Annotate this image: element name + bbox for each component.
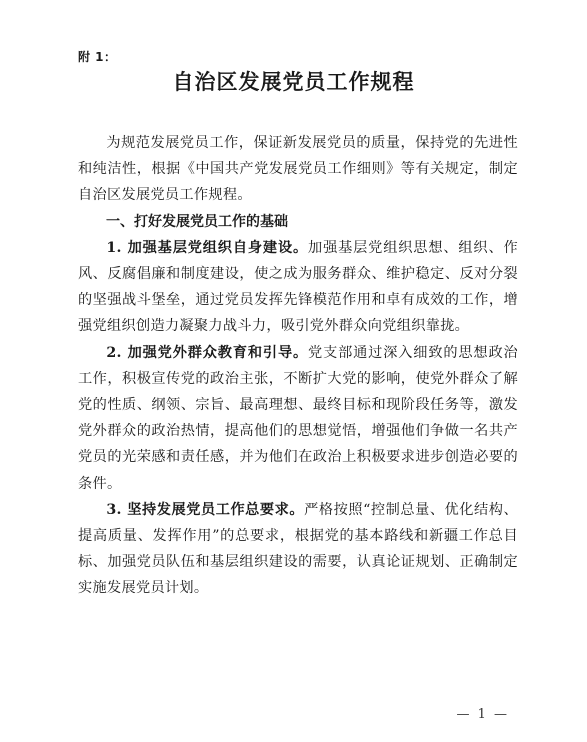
list-item bbox=[78, 497, 518, 602]
document-body bbox=[78, 128, 518, 602]
item-text: 严格按照“控制总量、优化结构、提高质量、发挥作用”的总要求，根据党的基本路线和新疆工作总目标、加强党员队伍和基层组织建设的需要，认真论证规划、正确制定实施发展党员计划。 bbox=[78, 501, 518, 597]
list-item bbox=[78, 235, 518, 340]
intro-paragraph: 为规范发展党员工作，保证新发展党员的质量，保持党的先进性和纯洁性，根据《中国共产党发展党员工作细则》等有关规定，制定自治区发展党员工作规程。 bbox=[78, 135, 518, 204]
document-title: 自治区发展党员工作规程 bbox=[172, 70, 415, 94]
attachment-label: 附 1： bbox=[78, 50, 117, 64]
section-heading: 一、打好发展党员工作的基础 bbox=[106, 213, 288, 230]
item-lead: 1. 加强基层党组织自身建设。 bbox=[106, 239, 309, 256]
item-lead: 2. 加强党外群众教育和引导。 bbox=[106, 344, 309, 361]
item-text: 加强基层党组织思想、组织、作风、反腐倡廉和制度建设，使之成为服务群众、维护稳定、反对分裂的坚强战斗堡垒，通过党员发挥先锋模范作用和卓有成效的工作，增强党组织创造力凝聚力战斗力，吸引党外群众向党组织靠拢。 bbox=[78, 239, 518, 335]
item-text: 党支部通过深入细致的思想政治工作，积极宣传党的政治主张，不断扩大党的影响，使党外群众了解党的性质、纲领、宗旨、最高理想、最终目标和现阶段任务等，激发党外群众的政治热情，提高他们的思想觉悟，增强他们争做一名共产党员的光荣感和责任感，并为他们在政治上积极要求进步创造必要的条件。 bbox=[78, 344, 518, 492]
page-number: — 1 — bbox=[456, 707, 509, 722]
item-lead: 3. 坚持发展党员工作总要求。 bbox=[106, 501, 305, 518]
list-item bbox=[78, 340, 518, 497]
